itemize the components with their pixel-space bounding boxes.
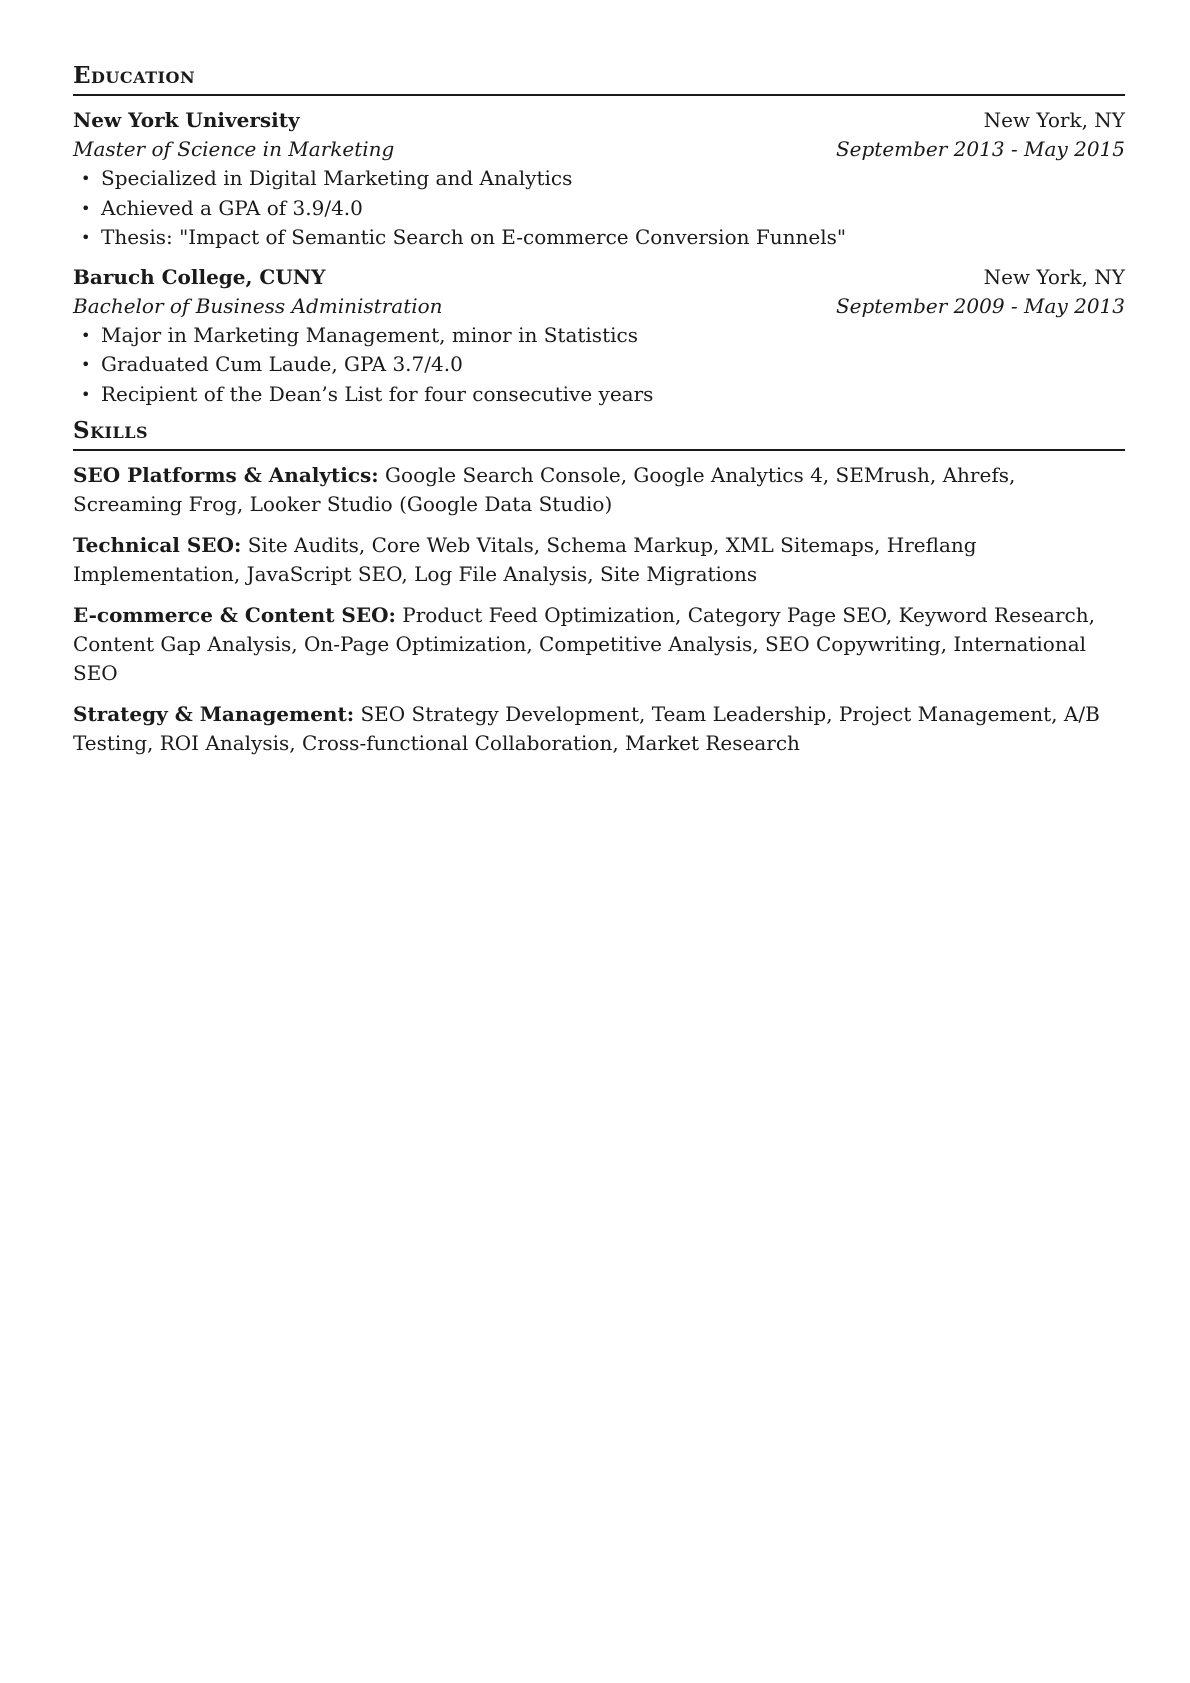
skill-group	[73, 461, 1125, 519]
bullet-text: Graduated Cum Laude, GPA 3.7/4.0	[101, 352, 463, 376]
degree-dates: September 2009 - May 2013	[835, 293, 1125, 318]
education-bullets	[73, 164, 1125, 253]
education-entry-subheader	[73, 135, 1125, 164]
skill-category: Strategy & Management:	[73, 702, 355, 726]
bullet-item	[73, 164, 1125, 194]
skill-category: Technical SEO:	[73, 533, 242, 557]
bullet-dot: •	[81, 228, 91, 247]
school-name: New York University	[73, 108, 300, 132]
bullet-text: Achieved a GPA of 3.9/4.0	[101, 195, 363, 220]
bullet-dot: •	[81, 325, 91, 345]
resume-page	[73, 62, 1125, 758]
education-entry-header	[73, 263, 1125, 292]
bullet-dot: •	[81, 169, 91, 188]
education-entry-header	[73, 106, 1125, 135]
education-entry	[73, 106, 1125, 253]
education-entry-subheader	[73, 292, 1125, 321]
education-entry	[73, 263, 1125, 410]
bullet-text: Major in Marketing Management, minor in Statistics	[101, 322, 638, 347]
bullet-item	[73, 223, 1125, 253]
skill-category: E-commerce & Content SEO:	[73, 603, 396, 627]
bullet-item	[73, 321, 1125, 351]
skill-group	[73, 531, 1125, 589]
skill-group	[73, 601, 1125, 688]
degree-name: Master of Science in Marketing	[73, 137, 395, 161]
bullet-item	[73, 350, 1125, 380]
skill-list: Product Feed Optimization, Category Page SEO, Keyword Research, Content Gap Analysis, On-Page Optimization, Competitive Analysis, SEO Copywriting, International SEO	[73, 603, 1095, 685]
bullet-text: Thesis: "Impact of Semantic Search on E-commerce Conversion Funnels"	[101, 225, 847, 249]
bullet-text: Recipient of the Dean’s List for four consecutive years	[101, 381, 654, 406]
skill-list: Google Search Console, Google Analytics 4, SEMrush, Ahrefs, Screaming Frog, Looker Studio (Google Data Studio)	[73, 463, 1016, 516]
school-name: Baruch College, CUNY	[73, 264, 326, 289]
bullet-text: Specialized in Digital Marketing and Analytics	[101, 166, 573, 190]
bullet-dot: •	[81, 198, 91, 218]
skills-section	[73, 417, 1125, 758]
bullet-item	[73, 380, 1125, 410]
bullet-dot: •	[81, 355, 91, 374]
education-bullets	[73, 321, 1125, 410]
degree-name: Bachelor of Business Administration	[73, 293, 443, 318]
education-heading: Education	[73, 62, 1125, 96]
skill-group	[73, 700, 1125, 758]
skill-list: SEO Strategy Development, Team Leadership, Project Management, A/B Testing, ROI Analysis, Cross-functional Collaboration, Market Research	[73, 702, 1100, 755]
education-section	[73, 62, 1125, 409]
degree-dates: September 2013 - May 2015	[835, 137, 1125, 161]
bullet-dot: •	[81, 384, 91, 404]
skill-category: SEO Platforms & Analytics:	[73, 463, 379, 487]
school-location: New York, NY	[983, 108, 1125, 132]
bullet-item	[73, 194, 1125, 224]
skills-heading: Skills	[73, 417, 1125, 451]
skill-list: Site Audits, Core Web Vitals, Schema Markup, XML Sitemaps, Hreflang Implementation, JavaScript SEO, Log File Analysis, Site Migrations	[73, 533, 977, 586]
school-location: New York, NY	[983, 264, 1125, 289]
